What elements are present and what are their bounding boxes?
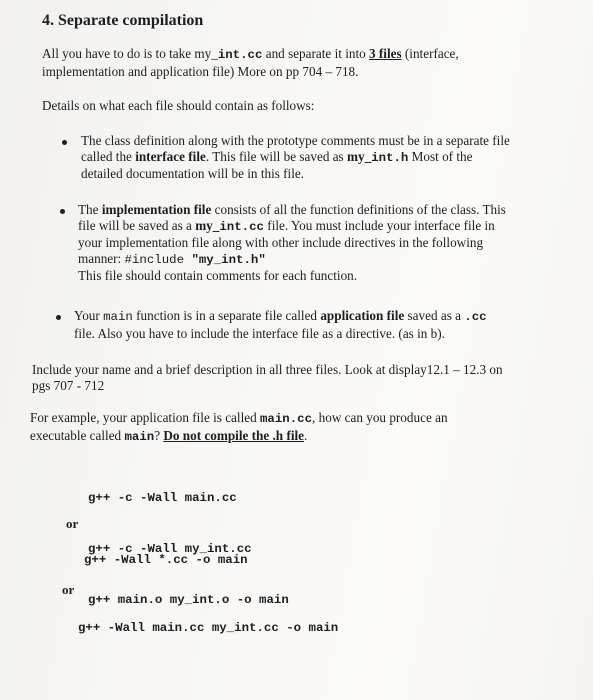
bullet-dot-1 — [62, 140, 67, 145]
details-line: Details on what each file should contain as follows: — [42, 98, 315, 113]
bullet-implementation-file: The implementation file consists of all the function definitions of the class. This file will be saved as a my_int.cc file. You must include your interface file in your implementation file along with other include directives in the following manner: #include "my_int.h" This file should contain comments for each function. — [78, 202, 506, 283]
compile-commands-separate — [88, 456, 289, 643]
example-paragraph: For example, your application file is called main.cc, how can you produce an executable called main? Do not compile the .h file. — [30, 410, 448, 444]
intro-line-1: All you have to do is to take my_int.cc and separate it into 3 files (interface, — [42, 46, 459, 62]
include-paragraph: Include your name and a brief description in all three files. Look at display12.1 – 12.3 on pgs 707 - 712 — [32, 362, 503, 393]
compile-command-explicit: g++ -Wall main.cc my_int.cc -o main — [78, 621, 339, 635]
bullet-application-file: Your main function is in a separate file called application file saved as a .cc file. Also you have to include the interface file as a directive. (as in b). — [74, 308, 487, 341]
bullet-dot-2 — [60, 209, 65, 214]
code-line: g++ main.o my_int.o -o main — [88, 593, 289, 607]
code-line: g++ -c -Wall my_int.cc — [88, 542, 252, 556]
or-label-2: or — [62, 582, 75, 597]
bullet-dot-3 — [56, 315, 61, 320]
compile-command-wildcard: g++ -Wall *.cc -o main — [84, 553, 248, 567]
intro-paragraph — [42, 46, 562, 79]
section-title: 4. Separate compilation — [42, 12, 204, 29]
or-label-1: or — [66, 516, 79, 531]
code-line: g++ -c -Wall main.cc — [88, 491, 237, 505]
bullet-interface-file: The class definition along with the prototype comments must be in a separate file called the interface file. This file will be saved as my_int.h Most of the detailed documentation will be in this file. — [81, 133, 510, 181]
intro-line-2: implementation and application file) More on pp 704 – 718. — [42, 63, 359, 79]
